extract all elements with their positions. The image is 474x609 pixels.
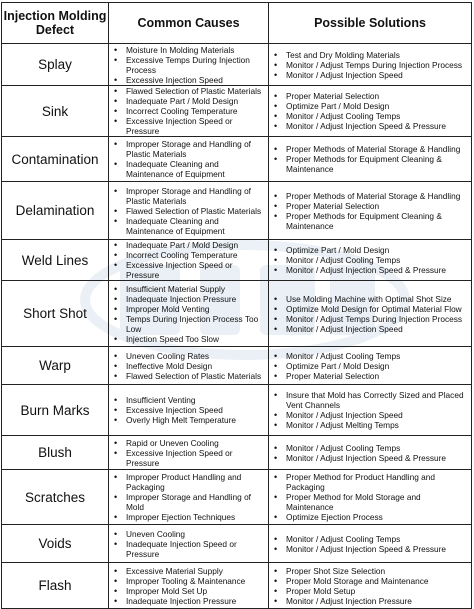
cause-item: • Excessive Injection Speed or Pressure xyxy=(109,116,266,136)
solutions-cell xyxy=(269,137,472,182)
defect-name: Blush xyxy=(2,436,109,470)
header-causes: Common Causes xyxy=(109,3,269,44)
solution-item: • Optimize Part / Mold Design xyxy=(269,101,469,111)
causes-list xyxy=(109,395,268,425)
causes-cell xyxy=(109,281,269,347)
causes-list xyxy=(109,186,268,236)
solution-item: • Monitor / Adjust Injection Speed xyxy=(269,70,469,80)
solutions-list xyxy=(269,351,471,381)
cause-item: • Improper Storage and Handling of Plastic Materials xyxy=(109,186,266,206)
solutions-cell xyxy=(269,385,472,436)
defect-name: Delamination xyxy=(2,182,109,240)
solution-item: • Insure that Mold has Correctly Sized and Placed Vent Channels xyxy=(269,390,469,410)
cause-item: • Incorrect Cooling Temperature xyxy=(109,250,266,260)
table-row xyxy=(2,240,472,281)
cause-item: • Excessive Injection Speed xyxy=(109,405,266,415)
solution-item: • Proper Material Selection xyxy=(269,91,469,101)
solutions-cell xyxy=(269,44,472,86)
table-row xyxy=(2,281,472,347)
cause-item: • Improper Ejection Techniques xyxy=(109,512,266,522)
cause-item: • Ineffective Mold Design xyxy=(109,361,266,371)
cause-item: • Excessive Injection Speed xyxy=(109,75,266,85)
cause-item: • Inadequate Cleaning and Maintenance of Equipment xyxy=(109,216,266,236)
table-row xyxy=(2,347,472,385)
solution-item: • Proper Method for Product Handling and Packaging xyxy=(269,472,469,492)
causes-list xyxy=(109,284,268,344)
causes-cell xyxy=(109,347,269,385)
cause-item: • Improper Storage and Handling of Mold xyxy=(109,492,266,512)
table-row xyxy=(2,470,472,525)
causes-cell xyxy=(109,44,269,86)
cause-item: • Improper Mold Venting xyxy=(109,304,266,314)
table-row xyxy=(2,137,472,182)
solution-item: • Optimize Ejection Process xyxy=(269,512,469,522)
cause-item: • Moisture In Molding Materials xyxy=(109,45,266,55)
causes-list xyxy=(109,351,268,381)
defect-name: Weld Lines xyxy=(2,240,109,281)
table-row xyxy=(2,86,472,137)
solutions-list xyxy=(269,534,471,554)
cause-item: • Uneven Cooling Rates xyxy=(109,351,266,361)
solution-item: • Optimize Part / Mold Design xyxy=(269,245,469,255)
solution-item: • Monitor / Adjust Cooling Temps xyxy=(269,255,469,265)
defects-table xyxy=(1,2,472,609)
cause-item: • Insufficient Venting xyxy=(109,395,266,405)
causes-list xyxy=(109,240,268,280)
cause-item: • Improper Product Handling and Packaging xyxy=(109,472,266,492)
cause-item: • Excessive Material Supply xyxy=(109,566,266,576)
cause-item: • Injection Speed Too Slow xyxy=(109,334,266,344)
solution-item: • Monitor / Adjust Injection Speed & Pressure xyxy=(269,121,469,131)
solutions-list xyxy=(269,91,471,131)
causes-cell xyxy=(109,385,269,436)
solutions-cell xyxy=(269,436,472,470)
defect-name: Burn Marks xyxy=(2,385,109,436)
solutions-cell xyxy=(269,86,472,137)
defect-name: Sink xyxy=(2,86,109,137)
solution-item: • Optimize Part / Mold Design xyxy=(269,361,469,371)
table-row xyxy=(2,436,472,470)
defect-name: Splay xyxy=(2,44,109,86)
solution-item: • Proper Material Selection xyxy=(269,201,469,211)
solutions-list xyxy=(269,390,471,430)
cause-item: • Flawed Selection of Plastic Materials xyxy=(109,371,266,381)
cause-item: • Improper Mold Set Up xyxy=(109,586,266,596)
solution-item: • Proper Mold Storage and Maintenance xyxy=(269,576,469,586)
solution-item: • Monitor / Adjust Cooling Temps xyxy=(269,534,469,544)
causes-list xyxy=(109,566,268,606)
cause-item: • Inadequate Injection Speed or Pressure xyxy=(109,539,266,559)
solution-item: • Proper Methods of Material Storage & Handling xyxy=(269,144,469,154)
solution-item: • Proper Mold Setup xyxy=(269,586,469,596)
defect-name: Contamination xyxy=(2,137,109,182)
cause-item: • Inadequate Cleaning and Maintenance of Equipment xyxy=(109,159,266,179)
causes-cell xyxy=(109,563,269,609)
solutions-list xyxy=(269,191,471,231)
solutions-list xyxy=(269,443,471,463)
causes-list xyxy=(109,472,268,522)
solutions-cell xyxy=(269,525,472,563)
solution-item: • Test and Dry Molding Materials xyxy=(269,50,469,60)
causes-cell xyxy=(109,240,269,281)
solution-item: • Monitor / Adjust Cooling Temps xyxy=(269,111,469,121)
table-row xyxy=(2,385,472,436)
cause-item: • Inadequate Part / Mold Design xyxy=(109,96,266,106)
solutions-cell xyxy=(269,347,472,385)
solution-item: • Monitor / Adjust Temps During Injection Process xyxy=(269,314,469,324)
solution-item: • Proper Method for Mold Storage and Maintenance xyxy=(269,492,469,512)
header-row xyxy=(2,3,472,44)
solutions-list xyxy=(269,50,471,80)
causes-cell xyxy=(109,182,269,240)
causes-list xyxy=(109,529,268,559)
causes-list xyxy=(109,86,268,136)
solution-item: • Monitor / Adjust Melting Temps xyxy=(269,420,469,430)
solution-item: • Monitor / Adjust Cooling Temps xyxy=(269,443,469,453)
cause-item: • Insufficient Material Supply xyxy=(109,284,266,294)
cause-item: • Temps During Injection Process Too Low xyxy=(109,314,266,334)
cause-item: • Excessive Injection Speed or Pressure xyxy=(109,260,266,280)
cause-item: • Inadequate Injection Pressure xyxy=(109,294,266,304)
solutions-cell xyxy=(269,281,472,347)
solutions-cell xyxy=(269,470,472,525)
solution-item: • Proper Shot Size Selection xyxy=(269,566,469,576)
causes-list xyxy=(109,438,268,468)
cause-item: • Flawed Selection of Plastic Materials xyxy=(109,86,266,96)
causes-cell xyxy=(109,137,269,182)
causes-list xyxy=(109,45,268,85)
solution-item: • Use Molding Machine with Optimal Shot Size xyxy=(269,294,469,304)
table-row xyxy=(2,563,472,609)
solution-item: • Proper Methods for Equipment Cleaning & Maintenance xyxy=(269,154,469,174)
causes-list xyxy=(109,139,268,179)
solution-item: • Monitor / Adjust Injection Speed xyxy=(269,410,469,420)
solution-item: • Proper Methods for Equipment Cleaning & Maintenance xyxy=(269,211,469,231)
solutions-cell xyxy=(269,182,472,240)
solution-item: • Monitor / Adjust Injection Pressure xyxy=(269,596,469,606)
header-solutions: Possible Solutions xyxy=(269,3,472,44)
solution-item: • Monitor / Adjust Cooling Temps xyxy=(269,351,469,361)
solutions-list xyxy=(269,566,471,606)
cause-item: • Overly High Melt Temperature xyxy=(109,415,266,425)
cause-item: • Incorrect Cooling Temperature xyxy=(109,106,266,116)
solution-item: • Proper Methods of Material Storage & Handling xyxy=(269,191,469,201)
cause-item: • Inadequate Injection Pressure xyxy=(109,596,266,606)
solution-item: • Optimize Mold Design for Optimal Material Flow xyxy=(269,304,469,314)
defect-name: Scratches xyxy=(2,470,109,525)
cause-item: • Rapid or Uneven Cooling xyxy=(109,438,266,448)
cause-item: • Improper Storage and Handling of Plastic Materials xyxy=(109,139,266,159)
solutions-list xyxy=(269,472,471,522)
solution-item: • Monitor / Adjust Temps During Injection Process xyxy=(269,60,469,70)
header-defect: Injection Molding Defect xyxy=(2,3,109,44)
cause-item: • Uneven Cooling xyxy=(109,529,266,539)
solution-item: • Monitor / Adjust Injection Speed & Pressure xyxy=(269,544,469,554)
defect-name: Short Shot xyxy=(2,281,109,347)
cause-item: • Excessive Temps During Injection Process xyxy=(109,55,266,75)
defect-name: Voids xyxy=(2,525,109,563)
cause-item: • Inadequate Part / Mold Design xyxy=(109,240,266,250)
causes-cell xyxy=(109,470,269,525)
solutions-cell xyxy=(269,240,472,281)
solution-item: • Monitor / Adjust Injection Speed xyxy=(269,324,469,334)
table-row xyxy=(2,182,472,240)
table-row xyxy=(2,44,472,86)
cause-item: • Flawed Selection of Plastic Materials xyxy=(109,206,266,216)
solution-item: • Proper Material Selection xyxy=(269,371,469,381)
solutions-list xyxy=(269,245,471,275)
table-row xyxy=(2,525,472,563)
cause-item: • Excessive Injection Speed or Pressure xyxy=(109,448,266,468)
causes-cell xyxy=(109,525,269,563)
solution-item: • Monitor / Adjust Injection Speed & Pressure xyxy=(269,453,469,463)
defect-name: Warp xyxy=(2,347,109,385)
causes-cell xyxy=(109,86,269,137)
solutions-list xyxy=(269,294,471,334)
solution-item: • Monitor / Adjust Injection Speed & Pressure xyxy=(269,265,469,275)
cause-item: • Improper Tooling & Maintenance xyxy=(109,576,266,586)
solutions-cell xyxy=(269,563,472,609)
causes-cell xyxy=(109,436,269,470)
solutions-list xyxy=(269,144,471,174)
defect-name: Flash xyxy=(2,563,109,609)
